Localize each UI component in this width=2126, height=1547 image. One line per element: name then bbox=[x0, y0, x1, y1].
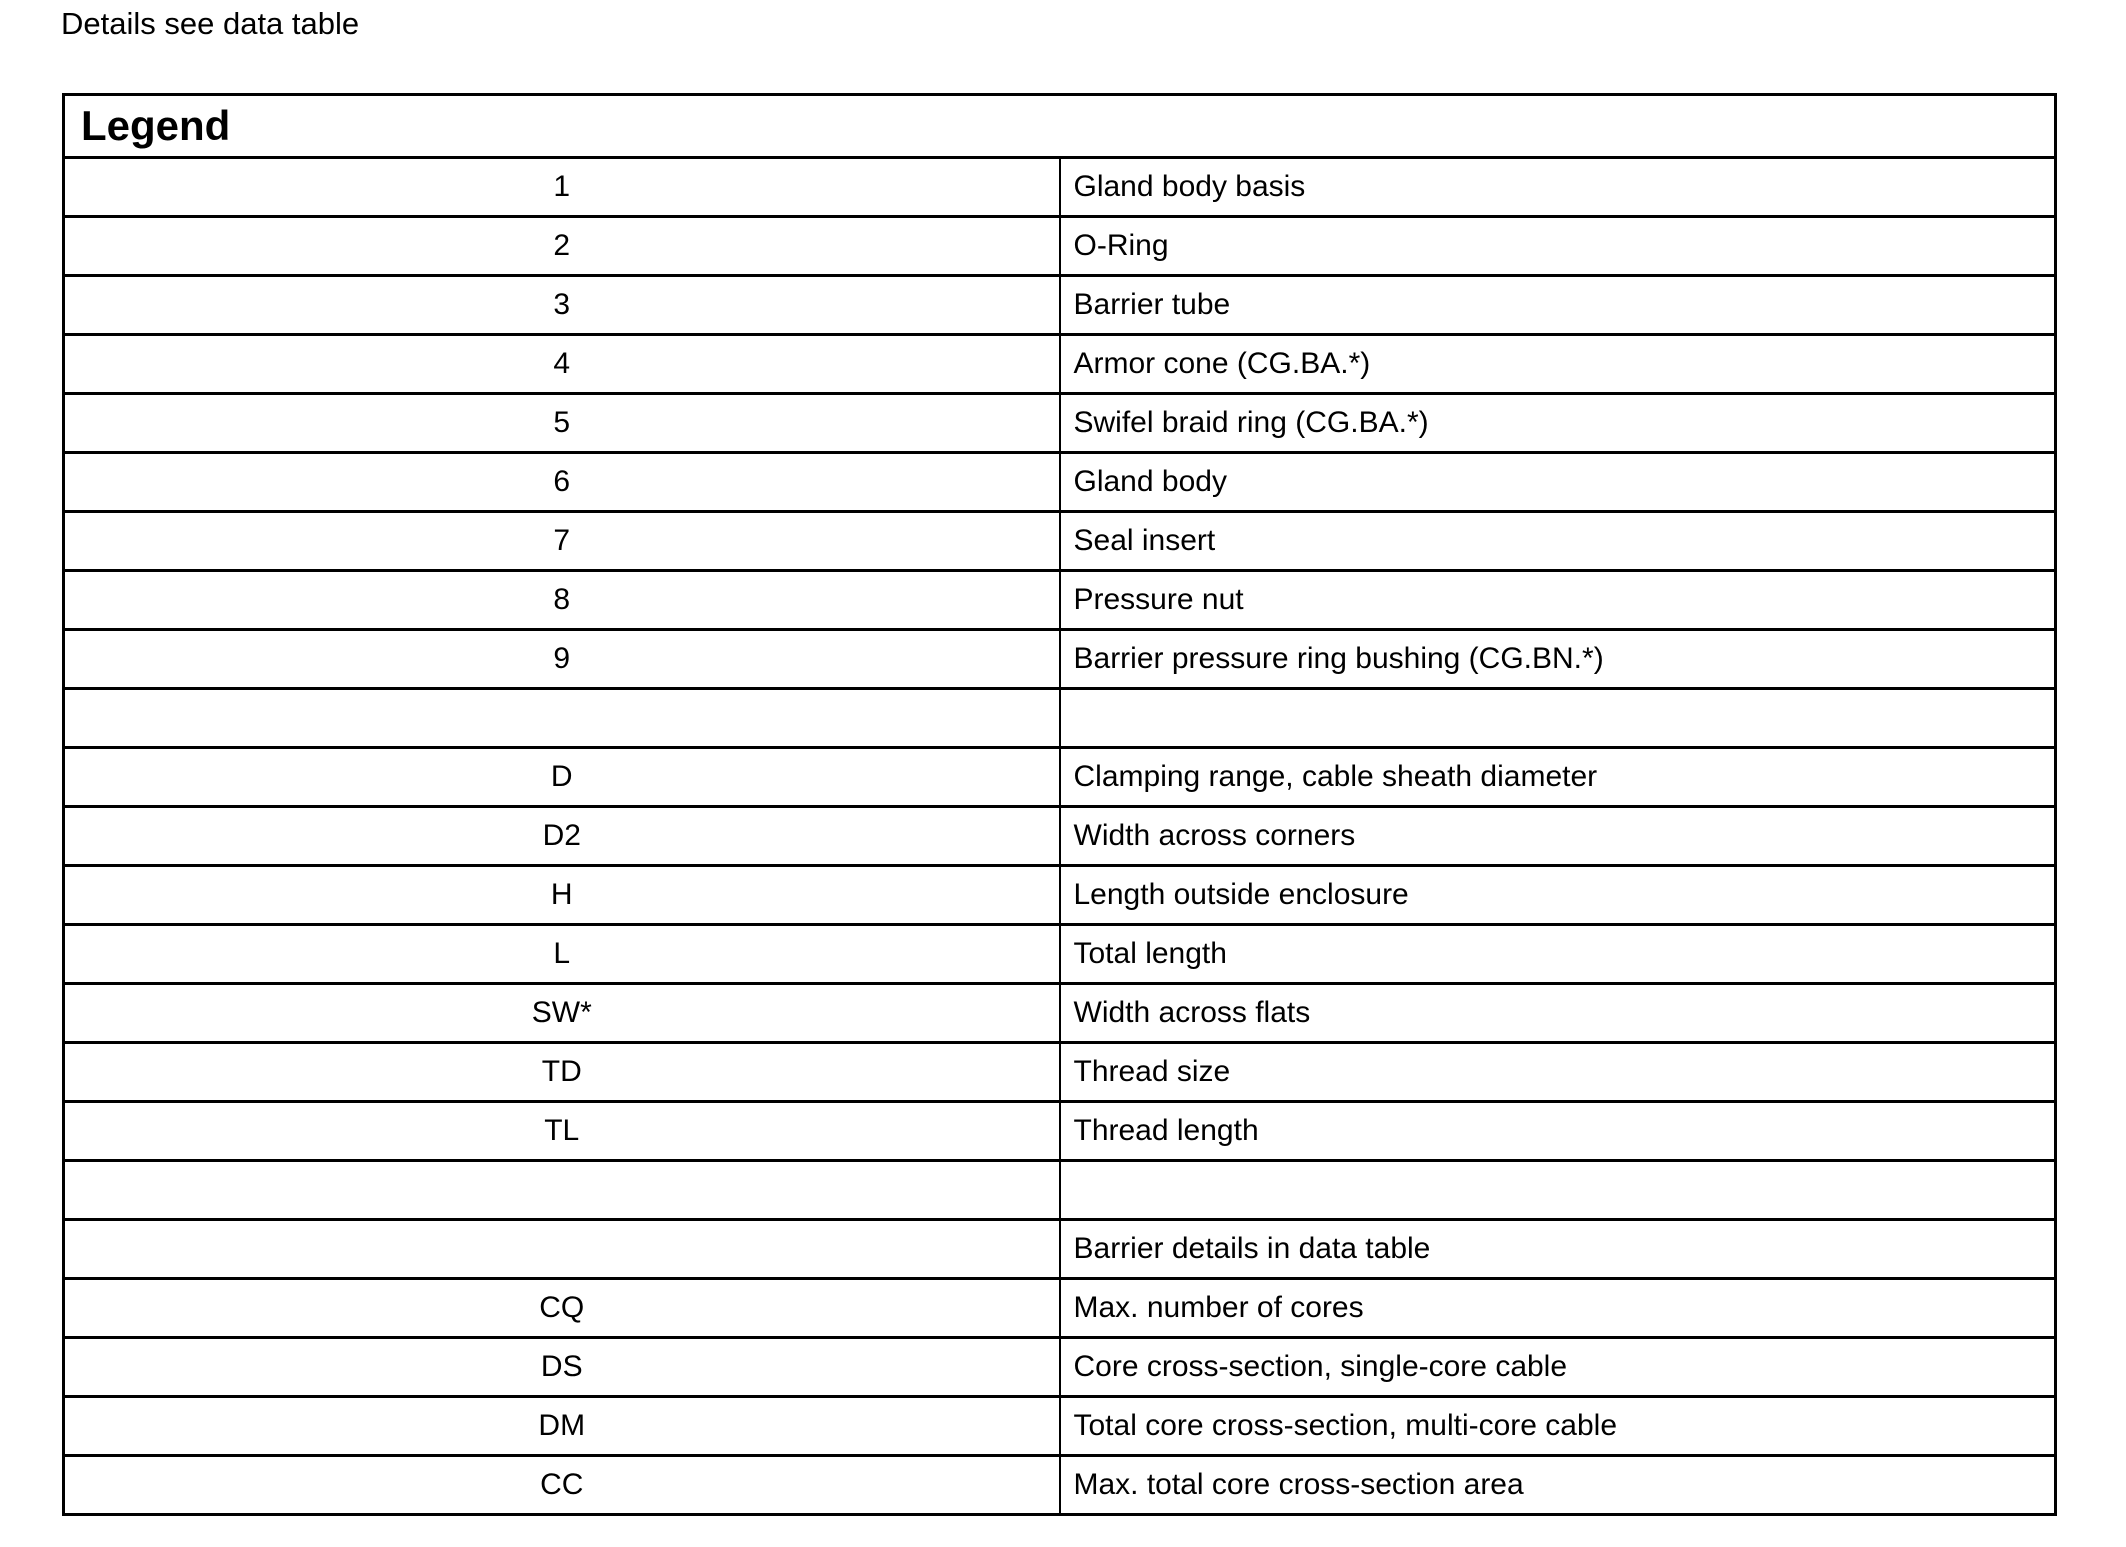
table-row bbox=[64, 807, 2056, 866]
legend-key-cell: CC bbox=[64, 1456, 1060, 1515]
legend-desc-cell: Barrier details in data table bbox=[1060, 1220, 2056, 1279]
legend-key-cell: 7 bbox=[64, 512, 1060, 571]
legend-desc-cell: Seal insert bbox=[1060, 512, 2056, 571]
legend-desc-cell bbox=[1060, 1161, 2056, 1220]
table-row bbox=[64, 394, 2056, 453]
table-row bbox=[64, 571, 2056, 630]
legend-key-cell bbox=[64, 1220, 1060, 1279]
table-row bbox=[64, 276, 2056, 335]
table-row bbox=[64, 217, 2056, 276]
table-row bbox=[64, 1043, 2056, 1102]
legend-key-cell: 4 bbox=[64, 335, 1060, 394]
legend-key-cell: SW* bbox=[64, 984, 1060, 1043]
legend-key-cell: 3 bbox=[64, 276, 1060, 335]
legend-desc-cell: O-Ring bbox=[1060, 217, 2056, 276]
legend-key-cell: L bbox=[64, 925, 1060, 984]
table-row bbox=[64, 158, 2056, 217]
legend-table bbox=[62, 93, 2057, 1516]
legend-desc-cell: Length outside enclosure bbox=[1060, 866, 2056, 925]
legend-desc-cell: Total length bbox=[1060, 925, 2056, 984]
legend-desc-cell: Thread length bbox=[1060, 1102, 2056, 1161]
table-row bbox=[64, 984, 2056, 1043]
legend-key-cell bbox=[64, 689, 1060, 748]
table-row-empty bbox=[64, 1161, 2056, 1220]
table-row bbox=[64, 1397, 2056, 1456]
table-row bbox=[64, 1102, 2056, 1161]
table-row bbox=[64, 925, 2056, 984]
legend-desc-cell: Pressure nut bbox=[1060, 571, 2056, 630]
legend-desc-cell: Barrier pressure ring bushing (CG.BN.*) bbox=[1060, 630, 2056, 689]
legend-desc-cell: Clamping range, cable sheath diameter bbox=[1060, 748, 2056, 807]
legend-key-cell: 2 bbox=[64, 217, 1060, 276]
table-row bbox=[64, 335, 2056, 394]
legend-key-cell: DS bbox=[64, 1338, 1060, 1397]
legend-key-cell: CQ bbox=[64, 1279, 1060, 1338]
table-row bbox=[64, 866, 2056, 925]
legend-desc-cell: Armor cone (CG.BA.*) bbox=[1060, 335, 2056, 394]
legend-key-cell: TL bbox=[64, 1102, 1060, 1161]
table-row bbox=[64, 748, 2056, 807]
legend-key-cell: 5 bbox=[64, 394, 1060, 453]
legend-desc-cell bbox=[1060, 689, 2056, 748]
legend-header-row bbox=[64, 95, 2056, 158]
legend-title: Legend bbox=[64, 95, 2056, 158]
table-row bbox=[64, 1338, 2056, 1397]
legend-key-cell: 1 bbox=[64, 158, 1060, 217]
legend-desc-cell: Width across flats bbox=[1060, 984, 2056, 1043]
legend-key-cell: D2 bbox=[64, 807, 1060, 866]
legend-key-cell: 6 bbox=[64, 453, 1060, 512]
legend-key-cell: DM bbox=[64, 1397, 1060, 1456]
legend-desc-cell: Gland body bbox=[1060, 453, 2056, 512]
table-row bbox=[64, 630, 2056, 689]
table-row bbox=[64, 1220, 2056, 1279]
legend-desc-cell: Core cross-section, single-core cable bbox=[1060, 1338, 2056, 1397]
table-row bbox=[64, 453, 2056, 512]
table-row-empty bbox=[64, 689, 2056, 748]
table-row bbox=[64, 512, 2056, 571]
legend-desc-cell: Swifel braid ring (CG.BA.*) bbox=[1060, 394, 2056, 453]
legend-desc-cell: Width across corners bbox=[1060, 807, 2056, 866]
legend-desc-cell: Max. number of cores bbox=[1060, 1279, 2056, 1338]
legend-key-cell: H bbox=[64, 866, 1060, 925]
table-row bbox=[64, 1279, 2056, 1338]
legend-key-cell: 8 bbox=[64, 571, 1060, 630]
page-note: Details see data table bbox=[61, 6, 360, 41]
legend-key-cell bbox=[64, 1161, 1060, 1220]
legend-key-cell: TD bbox=[64, 1043, 1060, 1102]
legend-desc-cell: Gland body basis bbox=[1060, 158, 2056, 217]
table-row bbox=[64, 1456, 2056, 1515]
legend-key-cell: D bbox=[64, 748, 1060, 807]
legend-desc-cell: Total core cross-section, multi-core cable bbox=[1060, 1397, 2056, 1456]
legend-desc-cell: Barrier tube bbox=[1060, 276, 2056, 335]
legend-desc-cell: Thread size bbox=[1060, 1043, 2056, 1102]
legend-key-cell: 9 bbox=[64, 630, 1060, 689]
legend-desc-cell: Max. total core cross-section area bbox=[1060, 1456, 2056, 1515]
